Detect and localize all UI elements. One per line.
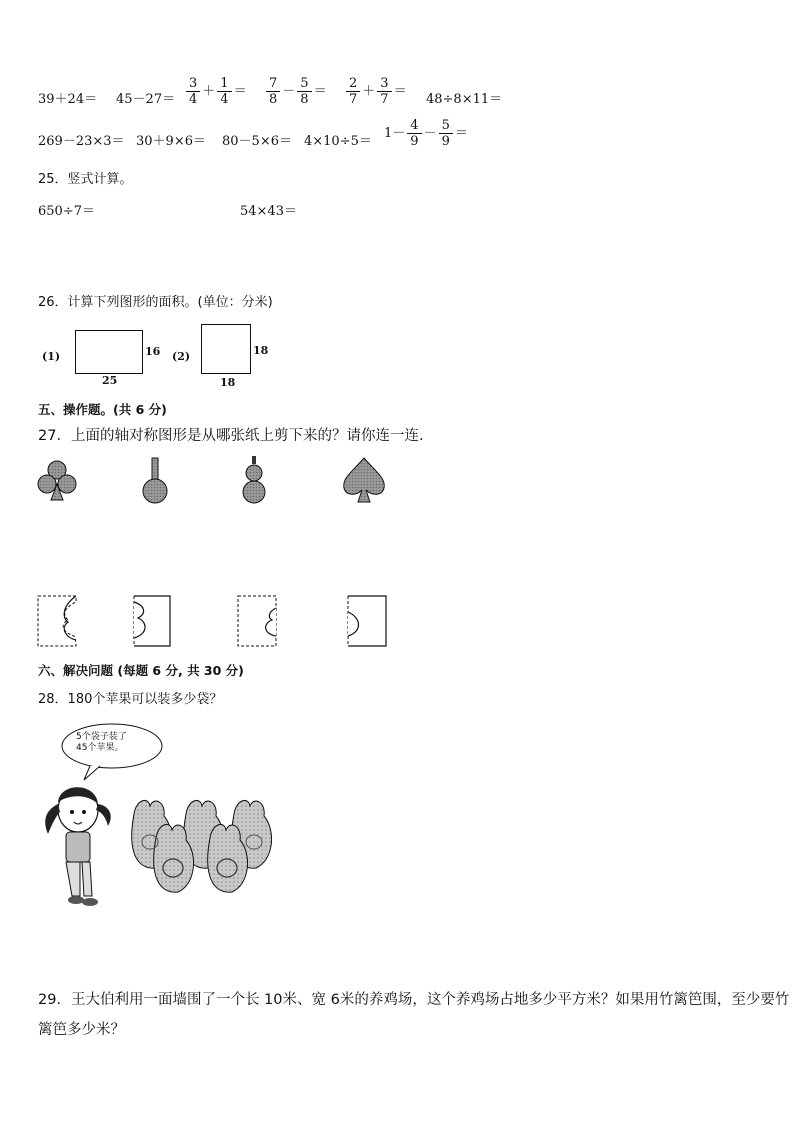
fraction-denominator: 4 <box>220 92 229 107</box>
q25-title: 25．竖式计算。 <box>38 172 133 187</box>
operator: ＋ <box>362 84 376 99</box>
operator: － <box>282 84 296 99</box>
paper-option-3[interactable] <box>238 596 276 646</box>
fraction-numerator: 4 <box>407 118 421 134</box>
row2-fraction-expr <box>384 118 468 149</box>
fraction-denominator: 9 <box>441 134 450 149</box>
q27-title: 27．上面的轴对称图形是从哪张纸上剪下来的？请你连一连. <box>38 428 424 444</box>
rectangle-shape <box>75 330 143 374</box>
fig1-label: (1) <box>42 350 61 363</box>
club-icon <box>38 461 76 500</box>
lollipop-icon <box>143 458 167 503</box>
q25-expr-1: 650÷7＝ <box>38 204 95 219</box>
equals: ＝ <box>393 84 407 99</box>
paper-option-1[interactable] <box>38 596 76 646</box>
fraction-numerator: 3 <box>377 76 391 92</box>
equals: ＝ <box>313 84 327 99</box>
operator: ＋ <box>202 84 216 99</box>
square-shape <box>201 324 251 374</box>
fraction-denominator: 7 <box>380 92 389 107</box>
row1-fraction-diff <box>264 76 327 107</box>
gourd-icon <box>243 456 265 503</box>
fraction-numerator: 5 <box>297 76 311 92</box>
q28-title: 28．180个苹果可以装多少袋？ <box>38 692 223 707</box>
row1-expr-2: 45－27＝ <box>116 92 176 107</box>
fig2-bottom-length: 18 <box>220 376 236 389</box>
section6-heading: 六、解决问题 (每题 6 分, 共 30 分) <box>38 663 244 678</box>
fraction-numerator: 2 <box>346 76 360 92</box>
section5-heading: 五、操作题。(共 6 分) <box>38 402 167 417</box>
girl-figure <box>45 787 111 906</box>
row2-expr-2: 30＋9×6＝ <box>136 134 206 149</box>
row2-expr-3: 80－5×6＝ <box>222 134 292 149</box>
equals: ＝ <box>233 84 247 99</box>
paper-option-4[interactable] <box>348 596 386 646</box>
fraction-denominator: 8 <box>300 92 309 107</box>
fraction-denominator: 9 <box>410 134 419 149</box>
fraction-numerator: 3 <box>186 76 200 92</box>
q25-expr-2: 54×43＝ <box>240 204 297 219</box>
q26-title: 26．计算下列图形的面积。(单位：分米) <box>38 295 273 310</box>
q27-paper-options <box>0 590 420 650</box>
q28-illustration <box>36 720 296 910</box>
row1-fraction-sum-2 <box>344 76 407 107</box>
q27-symmetric-shapes <box>0 450 420 510</box>
operator: － <box>423 126 437 141</box>
fraction-denominator: 8 <box>269 92 278 107</box>
row1-expr-3: 48÷8×11＝ <box>426 92 503 107</box>
fraction-numerator: 7 <box>266 76 280 92</box>
paper-option-2[interactable] <box>134 596 170 646</box>
speech-bubble-text <box>76 732 127 754</box>
spade-icon <box>344 458 385 502</box>
fraction-numerator: 1 <box>217 76 231 92</box>
lead-term: 1－ <box>384 126 406 141</box>
q29-line-2: 篱笆多少米？ <box>38 1022 125 1038</box>
girl-and-bags-illustration <box>36 720 296 910</box>
row1-fraction-sum-1 <box>184 76 247 107</box>
q29-line-1: 29．王大伯利用一面墙围了一个长 10米、宽 6米的养鸡场，这个养鸡场占地多少平方米？如果用竹篱笆围，至少要竹 <box>38 992 790 1008</box>
row2-expr-1: 269－23×3＝ <box>38 134 125 149</box>
fraction-numerator: 5 <box>439 118 453 134</box>
fig2-label: (2) <box>172 350 191 363</box>
equals: ＝ <box>454 126 468 141</box>
fig2-side-length: 18 <box>253 344 269 357</box>
row2-expr-4: 4×10÷5＝ <box>304 134 372 149</box>
bubble-line-2: 45个苹果。 <box>76 743 124 753</box>
q26-figures <box>38 320 298 390</box>
apple-bags <box>132 800 272 892</box>
fig1-bottom-length: 25 <box>102 374 118 387</box>
fig1-side-length: 16 <box>145 345 161 358</box>
bubble-line-1: 5个袋子装了 <box>76 732 127 742</box>
fraction-denominator: 7 <box>349 92 358 107</box>
fraction-denominator: 4 <box>189 92 198 107</box>
row1-expr-1: 39＋24＝ <box>38 92 98 107</box>
